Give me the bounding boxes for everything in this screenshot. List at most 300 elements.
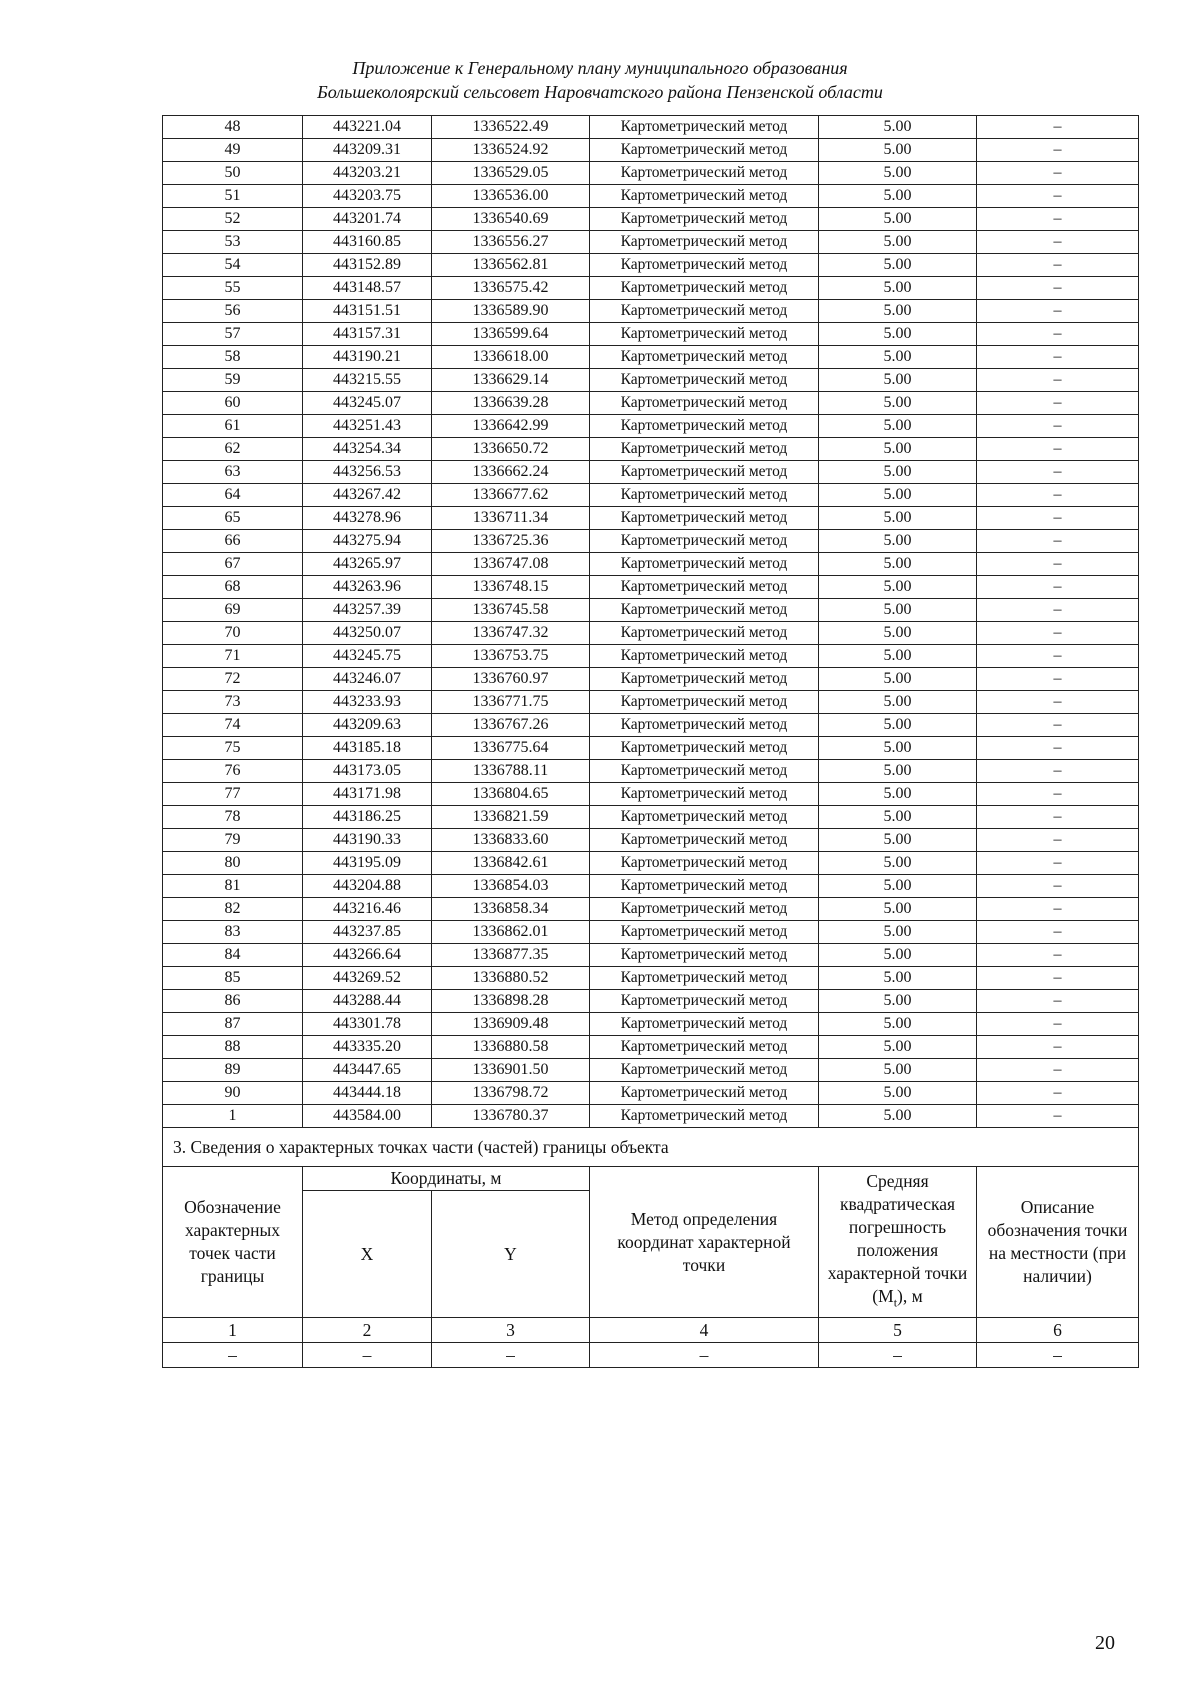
table-row bbox=[163, 668, 1139, 691]
description: – bbox=[977, 645, 1139, 668]
coordinate-y: 1336901.50 bbox=[432, 1059, 590, 1082]
description: – bbox=[977, 875, 1139, 898]
coordinate-x: 443195.09 bbox=[303, 852, 432, 875]
table-row bbox=[163, 116, 1139, 139]
description: – bbox=[977, 415, 1139, 438]
method: Картометрический метод bbox=[590, 553, 819, 576]
column-number: 1 bbox=[163, 1318, 303, 1343]
method: Картометрический метод bbox=[590, 415, 819, 438]
description: – bbox=[977, 346, 1139, 369]
coordinate-y: 1336821.59 bbox=[432, 806, 590, 829]
point-number: 78 bbox=[163, 806, 303, 829]
method: Картометрический метод bbox=[590, 530, 819, 553]
error-value: 5.00 bbox=[819, 415, 977, 438]
point-number: 61 bbox=[163, 415, 303, 438]
error-value: 5.00 bbox=[819, 1082, 977, 1105]
table-row bbox=[163, 1013, 1139, 1036]
method: Картометрический метод bbox=[590, 1013, 819, 1036]
table-row bbox=[163, 438, 1139, 461]
coordinate-x: 443152.89 bbox=[303, 254, 432, 277]
error-value: 5.00 bbox=[819, 714, 977, 737]
method: Картометрический метод bbox=[590, 806, 819, 829]
coordinate-x: 443288.44 bbox=[303, 990, 432, 1013]
column-number: 4 bbox=[590, 1318, 819, 1343]
method: Картометрический метод bbox=[590, 162, 819, 185]
table-row bbox=[163, 1036, 1139, 1059]
coordinate-y: 1336522.49 bbox=[432, 116, 590, 139]
method: Картометрический метод bbox=[590, 1082, 819, 1105]
coordinate-x: 443204.88 bbox=[303, 875, 432, 898]
coordinate-x: 443203.21 bbox=[303, 162, 432, 185]
coordinate-x: 443256.53 bbox=[303, 461, 432, 484]
table-row bbox=[163, 921, 1139, 944]
coordinate-x: 443265.97 bbox=[303, 553, 432, 576]
table-row bbox=[163, 1105, 1139, 1128]
document-header bbox=[0, 56, 1200, 104]
coordinate-y: 1336760.97 bbox=[432, 668, 590, 691]
method: Картометрический метод bbox=[590, 760, 819, 783]
coordinate-y: 1336842.61 bbox=[432, 852, 590, 875]
method: Картометрический метод bbox=[590, 622, 819, 645]
method: Картометрический метод bbox=[590, 438, 819, 461]
error-value: 5.00 bbox=[819, 300, 977, 323]
header-method-text: Метод определения координат характерной точки bbox=[617, 1208, 791, 1275]
error-value: 5.00 bbox=[819, 208, 977, 231]
point-number: 65 bbox=[163, 507, 303, 530]
error-value: 5.00 bbox=[819, 1059, 977, 1082]
coordinate-x: 443186.25 bbox=[303, 806, 432, 829]
coordinate-y: 1336575.42 bbox=[432, 277, 590, 300]
error-value: 5.00 bbox=[819, 921, 977, 944]
point-number: 63 bbox=[163, 461, 303, 484]
point-number: 90 bbox=[163, 1082, 303, 1105]
point-number: 83 bbox=[163, 921, 303, 944]
coordinate-y: 1336748.15 bbox=[432, 576, 590, 599]
coordinate-y: 1336833.60 bbox=[432, 829, 590, 852]
coordinate-y: 1336767.26 bbox=[432, 714, 590, 737]
coordinate-y: 1336880.58 bbox=[432, 1036, 590, 1059]
table-row bbox=[163, 806, 1139, 829]
error-value: 5.00 bbox=[819, 829, 977, 852]
error-value: 5.00 bbox=[819, 254, 977, 277]
coordinate-y: 1336524.92 bbox=[432, 139, 590, 162]
method: Картометрический метод bbox=[590, 645, 819, 668]
description: – bbox=[977, 507, 1139, 530]
coordinate-y: 1336880.52 bbox=[432, 967, 590, 990]
header-x: X bbox=[303, 1191, 432, 1318]
error-value: 5.00 bbox=[819, 461, 977, 484]
table-row bbox=[163, 392, 1139, 415]
error-value: 5.00 bbox=[819, 162, 977, 185]
coordinate-y: 1336589.90 bbox=[432, 300, 590, 323]
coordinate-x: 443148.57 bbox=[303, 277, 432, 300]
description: – bbox=[977, 369, 1139, 392]
header-line-2: Большеколоярский сельсовет Наровчатского района Пензенской области bbox=[317, 82, 883, 102]
error-value: 5.00 bbox=[819, 139, 977, 162]
description: – bbox=[977, 300, 1139, 323]
coordinate-y: 1336629.14 bbox=[432, 369, 590, 392]
description: – bbox=[977, 898, 1139, 921]
description: – bbox=[977, 277, 1139, 300]
error-value: 5.00 bbox=[819, 990, 977, 1013]
coordinate-x: 443157.31 bbox=[303, 323, 432, 346]
point-number: 64 bbox=[163, 484, 303, 507]
empty-cell: – bbox=[432, 1343, 590, 1368]
table-body bbox=[163, 116, 1139, 1128]
method: Картометрический метод bbox=[590, 576, 819, 599]
table-row bbox=[163, 944, 1139, 967]
table-row bbox=[163, 231, 1139, 254]
coordinate-y: 1336858.34 bbox=[432, 898, 590, 921]
coordinate-x: 443246.07 bbox=[303, 668, 432, 691]
error-value: 5.00 bbox=[819, 645, 977, 668]
point-number: 80 bbox=[163, 852, 303, 875]
point-number: 67 bbox=[163, 553, 303, 576]
method: Картометрический метод bbox=[590, 323, 819, 346]
method: Картометрический метод bbox=[590, 231, 819, 254]
table-row bbox=[163, 254, 1139, 277]
coordinate-x: 443171.98 bbox=[303, 783, 432, 806]
coordinate-y: 1336898.28 bbox=[432, 990, 590, 1013]
point-number: 1 bbox=[163, 1105, 303, 1128]
point-number: 68 bbox=[163, 576, 303, 599]
coordinate-y: 1336650.72 bbox=[432, 438, 590, 461]
method: Картометрический метод bbox=[590, 852, 819, 875]
coordinate-x: 443201.74 bbox=[303, 208, 432, 231]
table-row bbox=[163, 783, 1139, 806]
header-description: Описание обозначения точки на местности (при наличии) bbox=[977, 1167, 1139, 1318]
table-row bbox=[163, 1059, 1139, 1082]
coordinate-y: 1336711.34 bbox=[432, 507, 590, 530]
section-3 bbox=[163, 1128, 1139, 1368]
point-number: 84 bbox=[163, 944, 303, 967]
header-error: Средняя квадратическая погрешность положения характерной точки $(M_t)$, м bbox=[819, 1167, 977, 1318]
description: – bbox=[977, 576, 1139, 599]
error-value: 5.00 bbox=[819, 484, 977, 507]
method: Картометрический метод bbox=[590, 691, 819, 714]
table-row bbox=[163, 576, 1139, 599]
description: – bbox=[977, 1082, 1139, 1105]
table-row bbox=[163, 829, 1139, 852]
point-number: 73 bbox=[163, 691, 303, 714]
description: – bbox=[977, 806, 1139, 829]
page-number: 20 bbox=[1095, 1632, 1115, 1654]
error-value: 5.00 bbox=[819, 1013, 977, 1036]
error-value: 5.00 bbox=[819, 369, 977, 392]
coordinate-x: 443278.96 bbox=[303, 507, 432, 530]
coordinate-x: 443263.96 bbox=[303, 576, 432, 599]
coordinate-y: 1336562.81 bbox=[432, 254, 590, 277]
point-number: 59 bbox=[163, 369, 303, 392]
column-number: 6 bbox=[977, 1318, 1139, 1343]
method: Картометрический метод bbox=[590, 346, 819, 369]
section-3-empty-row bbox=[163, 1343, 1139, 1368]
error-value: 5.00 bbox=[819, 576, 977, 599]
column-number: 3 bbox=[432, 1318, 590, 1343]
section-3-header-row bbox=[163, 1167, 1139, 1191]
description: – bbox=[977, 530, 1139, 553]
coordinate-x: 443275.94 bbox=[303, 530, 432, 553]
method: Картометрический метод bbox=[590, 1059, 819, 1082]
method: Картометрический метод bbox=[590, 714, 819, 737]
error-value: 5.00 bbox=[819, 622, 977, 645]
point-number: 69 bbox=[163, 599, 303, 622]
method: Картометрический метод bbox=[590, 898, 819, 921]
error-value: 5.00 bbox=[819, 967, 977, 990]
description: – bbox=[977, 783, 1139, 806]
point-number: 51 bbox=[163, 185, 303, 208]
coordinate-x: 443267.42 bbox=[303, 484, 432, 507]
coordinate-x: 443269.52 bbox=[303, 967, 432, 990]
empty-cell: – bbox=[977, 1343, 1139, 1368]
coordinate-y: 1336662.24 bbox=[432, 461, 590, 484]
point-number: 76 bbox=[163, 760, 303, 783]
error-value: 5.00 bbox=[819, 346, 977, 369]
method: Картометрический метод bbox=[590, 668, 819, 691]
table-row bbox=[163, 461, 1139, 484]
description: – bbox=[977, 622, 1139, 645]
coordinate-y: 1336745.58 bbox=[432, 599, 590, 622]
coordinate-x: 443233.93 bbox=[303, 691, 432, 714]
error-value: 5.00 bbox=[819, 599, 977, 622]
coordinate-y: 1336798.72 bbox=[432, 1082, 590, 1105]
coordinate-y: 1336909.48 bbox=[432, 1013, 590, 1036]
method: Картометрический метод bbox=[590, 461, 819, 484]
point-number: 79 bbox=[163, 829, 303, 852]
coordinate-y: 1336747.08 bbox=[432, 553, 590, 576]
description: – bbox=[977, 852, 1139, 875]
table-row bbox=[163, 852, 1139, 875]
header-line-1: Приложение к Генеральному плану муниципального образования bbox=[352, 58, 848, 78]
description: – bbox=[977, 162, 1139, 185]
table-row bbox=[163, 737, 1139, 760]
point-number: 55 bbox=[163, 277, 303, 300]
coordinate-x: 443185.18 bbox=[303, 737, 432, 760]
header-point: Обозначение характерных точек части границы bbox=[163, 1167, 303, 1318]
table-row bbox=[163, 714, 1139, 737]
point-number: 82 bbox=[163, 898, 303, 921]
description: – bbox=[977, 116, 1139, 139]
coordinate-y: 1336771.75 bbox=[432, 691, 590, 714]
coordinate-y: 1336618.00 bbox=[432, 346, 590, 369]
coordinate-x: 443190.21 bbox=[303, 346, 432, 369]
method: Картометрический метод bbox=[590, 599, 819, 622]
point-number: 88 bbox=[163, 1036, 303, 1059]
method: Картометрический метод bbox=[590, 254, 819, 277]
error-value: 5.00 bbox=[819, 530, 977, 553]
coordinate-y: 1336780.37 bbox=[432, 1105, 590, 1128]
description: – bbox=[977, 323, 1139, 346]
coordinate-y: 1336854.03 bbox=[432, 875, 590, 898]
table-row bbox=[163, 553, 1139, 576]
table-row bbox=[163, 346, 1139, 369]
table-row bbox=[163, 208, 1139, 231]
coordinate-x: 443251.43 bbox=[303, 415, 432, 438]
table-row bbox=[163, 484, 1139, 507]
method: Картометрический метод bbox=[590, 1105, 819, 1128]
description: – bbox=[977, 760, 1139, 783]
table-row bbox=[163, 898, 1139, 921]
coordinate-x: 443173.05 bbox=[303, 760, 432, 783]
method: Картометрический метод bbox=[590, 829, 819, 852]
point-number: 81 bbox=[163, 875, 303, 898]
error-value: 5.00 bbox=[819, 760, 977, 783]
coordinate-x: 443444.18 bbox=[303, 1082, 432, 1105]
point-number: 77 bbox=[163, 783, 303, 806]
coordinate-x: 443203.75 bbox=[303, 185, 432, 208]
coordinate-y: 1336677.62 bbox=[432, 484, 590, 507]
description: – bbox=[977, 139, 1139, 162]
method: Картометрический метод bbox=[590, 875, 819, 898]
error-value: 5.00 bbox=[819, 323, 977, 346]
description: – bbox=[977, 714, 1139, 737]
point-number: 62 bbox=[163, 438, 303, 461]
description: – bbox=[977, 553, 1139, 576]
method: Картометрический метод bbox=[590, 484, 819, 507]
point-number: 57 bbox=[163, 323, 303, 346]
error-value: 5.00 bbox=[819, 944, 977, 967]
coordinate-x: 443301.78 bbox=[303, 1013, 432, 1036]
section-3-title-row bbox=[163, 1128, 1139, 1167]
empty-cell: – bbox=[303, 1343, 432, 1368]
coordinate-y: 1336639.28 bbox=[432, 392, 590, 415]
coordinate-x: 443245.75 bbox=[303, 645, 432, 668]
coordinate-y: 1336540.69 bbox=[432, 208, 590, 231]
coordinate-x: 443221.04 bbox=[303, 116, 432, 139]
coordinate-x: 443209.63 bbox=[303, 714, 432, 737]
method: Картометрический метод bbox=[590, 967, 819, 990]
method: Картометрический метод bbox=[590, 116, 819, 139]
coordinate-x: 443250.07 bbox=[303, 622, 432, 645]
error-value: 5.00 bbox=[819, 668, 977, 691]
table-row bbox=[163, 691, 1139, 714]
description: – bbox=[977, 967, 1139, 990]
error-value: 5.00 bbox=[819, 1036, 977, 1059]
method: Картометрический метод bbox=[590, 944, 819, 967]
point-number: 70 bbox=[163, 622, 303, 645]
description: – bbox=[977, 231, 1139, 254]
point-number: 53 bbox=[163, 231, 303, 254]
coordinate-y: 1336788.11 bbox=[432, 760, 590, 783]
error-value: 5.00 bbox=[819, 852, 977, 875]
description: – bbox=[977, 392, 1139, 415]
method: Картометрический метод bbox=[590, 921, 819, 944]
empty-cell: – bbox=[819, 1343, 977, 1368]
point-number: 48 bbox=[163, 116, 303, 139]
point-number: 66 bbox=[163, 530, 303, 553]
method: Картометрический метод bbox=[590, 1036, 819, 1059]
method: Картометрический метод bbox=[590, 277, 819, 300]
point-number: 85 bbox=[163, 967, 303, 990]
coordinate-y: 1336556.27 bbox=[432, 231, 590, 254]
point-number: 75 bbox=[163, 737, 303, 760]
column-number: 5 bbox=[819, 1318, 977, 1343]
error-value: 5.00 bbox=[819, 507, 977, 530]
error-value: 5.00 bbox=[819, 553, 977, 576]
point-number: 58 bbox=[163, 346, 303, 369]
point-number: 72 bbox=[163, 668, 303, 691]
table-row bbox=[163, 622, 1139, 645]
table-row bbox=[163, 323, 1139, 346]
description: – bbox=[977, 254, 1139, 277]
point-number: 52 bbox=[163, 208, 303, 231]
coordinates-table bbox=[162, 115, 1139, 1368]
coordinate-y: 1336599.64 bbox=[432, 323, 590, 346]
empty-cell: – bbox=[163, 1343, 303, 1368]
point-number: 89 bbox=[163, 1059, 303, 1082]
error-value: 5.00 bbox=[819, 1105, 977, 1128]
table-row bbox=[163, 139, 1139, 162]
error-value: 5.00 bbox=[819, 898, 977, 921]
coordinate-x: 443335.20 bbox=[303, 1036, 432, 1059]
error-value: 5.00 bbox=[819, 783, 977, 806]
error-value: 5.00 bbox=[819, 277, 977, 300]
point-number: 54 bbox=[163, 254, 303, 277]
table-row bbox=[163, 277, 1139, 300]
table-row bbox=[163, 645, 1139, 668]
error-value: 5.00 bbox=[819, 438, 977, 461]
coordinate-y: 1336642.99 bbox=[432, 415, 590, 438]
coordinate-x: 443151.51 bbox=[303, 300, 432, 323]
method: Картометрический метод bbox=[590, 185, 819, 208]
error-value: 5.00 bbox=[819, 231, 977, 254]
description: – bbox=[977, 461, 1139, 484]
description: – bbox=[977, 737, 1139, 760]
coordinate-x: 443216.46 bbox=[303, 898, 432, 921]
section-3-numbers-row bbox=[163, 1318, 1139, 1343]
table-row bbox=[163, 990, 1139, 1013]
table-row bbox=[163, 760, 1139, 783]
method: Картометрический метод bbox=[590, 369, 819, 392]
point-number: 56 bbox=[163, 300, 303, 323]
method: Картометрический метод bbox=[590, 392, 819, 415]
section-3-title: 3. Сведения о характерных точках части (частей) границы объекта bbox=[163, 1128, 1139, 1167]
error-value: 5.00 bbox=[819, 691, 977, 714]
table-row bbox=[163, 369, 1139, 392]
coordinate-y: 1336536.00 bbox=[432, 185, 590, 208]
description: – bbox=[977, 944, 1139, 967]
method: Картометрический метод bbox=[590, 737, 819, 760]
description: – bbox=[977, 829, 1139, 852]
description: – bbox=[977, 1013, 1139, 1036]
column-number: 2 bbox=[303, 1318, 432, 1343]
coordinate-x: 443266.64 bbox=[303, 944, 432, 967]
coordinate-x: 443215.55 bbox=[303, 369, 432, 392]
header-y: Y bbox=[432, 1191, 590, 1318]
table-row bbox=[163, 599, 1139, 622]
header-coordinates: Координаты, м bbox=[303, 1167, 590, 1191]
method: Картометрический метод bbox=[590, 208, 819, 231]
coordinate-x: 443584.00 bbox=[303, 1105, 432, 1128]
description: – bbox=[977, 691, 1139, 714]
description: – bbox=[977, 185, 1139, 208]
error-value: 5.00 bbox=[819, 875, 977, 898]
table-row bbox=[163, 507, 1139, 530]
point-number: 74 bbox=[163, 714, 303, 737]
table-row bbox=[163, 185, 1139, 208]
coordinate-y: 1336862.01 bbox=[432, 921, 590, 944]
header-method bbox=[590, 1167, 819, 1318]
description: – bbox=[977, 668, 1139, 691]
description: – bbox=[977, 921, 1139, 944]
table-row bbox=[163, 1082, 1139, 1105]
coordinate-x: 443190.33 bbox=[303, 829, 432, 852]
table-row bbox=[163, 162, 1139, 185]
coordinate-y: 1336725.36 bbox=[432, 530, 590, 553]
method: Картометрический метод bbox=[590, 139, 819, 162]
error-value: 5.00 bbox=[819, 806, 977, 829]
coordinate-x: 443257.39 bbox=[303, 599, 432, 622]
